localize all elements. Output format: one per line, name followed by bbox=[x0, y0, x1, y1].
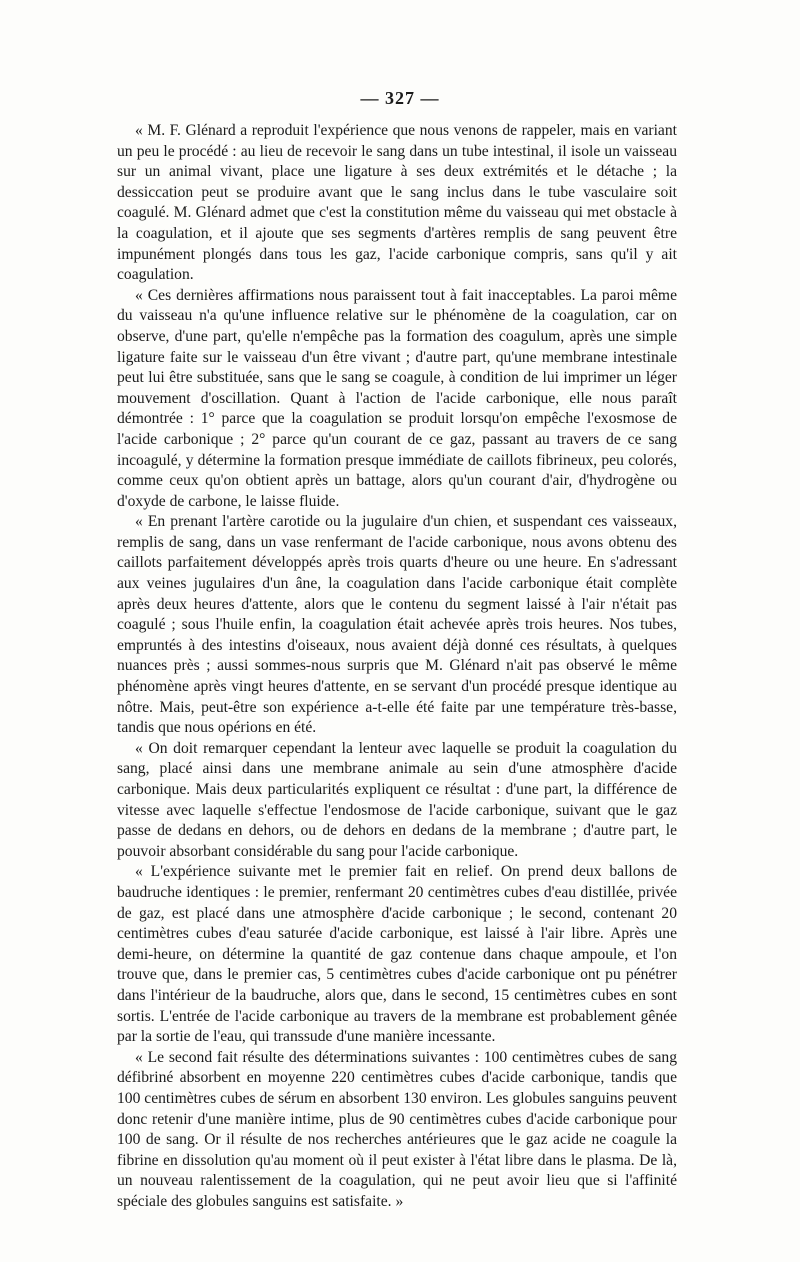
paragraph-4: « On doit remarquer cependant la lenteur avec laquelle se produit la coagulation du sang, placé ainsi dans une membrane animale au sein d'une atmosphère d'acide carbonique. Mais deux particularités expliquent ce résultat : d'une part, la différence de vitesse avec laquelle s'effectue l'endosmose de l'acide carbonique, suivant que le gaz passe de dedans en dehors, ou de dehors en dedans de la membrane ; d'autre part, le pouvoir absorbant considérable du sang pour l'acide carbonique. bbox=[117, 739, 677, 860]
paragraph-5: « L'expérience suivante met le premier fait en relief. On prend deux ballons de baudruche identiques : le premier, renfermant 20 centimètres cubes d'eau distillée, privée de gaz, est placé dans une atmosphère d'acide carbonique ; le second, contenant 20 centimètres cubes d'eau saturée d'acide carbonique, est laissé à l'air libre. Après une demi-heure, on détermine la quantité de gaz contenue dans chaque ampoule, et l'on trouve que, dans le premier cas, 5 centimètres cubes d'acide carbonique ont pu pénétrer dans l'intérieur de la baudruche, alors que, dans le second, 15 centimètres cubes en sont sortis. L'entrée de l'acide carbonique au travers de la membrane est probablement gênée par la sortie de l'eau, qui transsude d'une manière incessante. bbox=[117, 863, 677, 1046]
page-number: — 327 — bbox=[360, 88, 440, 108]
paragraph-1: « M. F. Glénard a reproduit l'expérience que nous venons de rappeler, mais en variant un peu le procédé : au lieu de recevoir le sang dans un tube intestinal, il isole un vaisseau sur un animal vivant, place une ligature à ses deux extrémités et le détache ; la dessiccation peut se produire avant que le sang inclus dans le tube vasculaire soit coagulé. M. Glénard admet que c'est la constitution même du vaisseau qui met obstacle à la coagulation, et il ajoute que ses segments d'artères remplis de sang peuvent être impunément plongés dans tous les gaz, l'acide carbonique compris, sans qu'il y ait coagulation. bbox=[117, 122, 677, 284]
body-text bbox=[117, 121, 677, 1212]
paragraph-3: « En prenant l'artère carotide ou la jugulaire d'un chien, et suspendant ces vaisseaux, remplis de sang, dans un vase renfermant de l'acide carbonique, nous avons obtenu des caillots parfaitement développés après trois quarts d'heure ou une heure. En s'adressant aux veines jugulaires d'un âne, la coagulation dans l'acide carbonique était complète après deux heures d'attente, alors que le contenu du segment laissé à l'air n'était pas coagulé ; sous l'huile enfin, la coagulation était achevée après trois heures. Nos tubes, empruntés à des intestins d'oiseaux, nous avaient déjà donné ces résultats, à quelques nuances près ; aussi sommes-nous surpris que M. Glénard n'ait pas observé le même phénomène après vingt heures d'attente, en se servant d'un procédé presque identique au nôtre. Mais, peut-être son expérience a-t-elle été faite par une température très-basse, tandis que nous opérions en été. bbox=[117, 513, 677, 737]
paragraph-6: « Le second fait résulte des déterminations suivantes : 100 centimètres cubes de sang défibriné absorbent en moyenne 220 centimètres cubes d'acide carbonique, tandis que 100 centimètres cubes de sérum en absorbent 130 environ. Les globules sanguins peuvent donc retenir d'une manière intime, plus de 90 centimètres cubes d'acide carbonique pour 100 de sang. Or il résulte de nos recherches antérieures que le gaz acide ne coagule la fibrine en dissolution qu'au moment où il peut exister à l'état libre dans le plasma. De là, un nouveau ralentissement de la coagulation, qui ne peut avoir lieu que si l'affinité spéciale des globules sanguins est satisfaite. » bbox=[117, 1048, 677, 1210]
paragraph-2: « Ces dernières affirmations nous paraissent tout à fait inacceptables. La paroi même du vaisseau n'a qu'une influence relative sur le phénomène de la coagulation, car on observe, d'une part, qu'elle n'empêche pas la formation des coagulum, après une simple ligature faite sur le vaisseau d'un être vivant ; d'autre part, qu'une membrane intestinale peut lui être substituée, sans que le sang se coagule, à condition de lui imprimer un léger mouvement d'oscillation. Quant à l'action de l'acide carbonique, elle nous paraît démontrée : 1° parce que la coagulation se produit lorsqu'on empêche l'exosmose de l'acide carbonique ; 2° parce qu'un courant de ce gaz, passant au travers de ce sang incoagulé, y détermine la formation presque immédiate de caillots fibrineux, peu colorés, comme ceux qu'on obtient après un battage, alors qu'un courant d'air, d'hydrogène ou d'oxyde de carbone, le laisse fluide. bbox=[117, 286, 677, 510]
